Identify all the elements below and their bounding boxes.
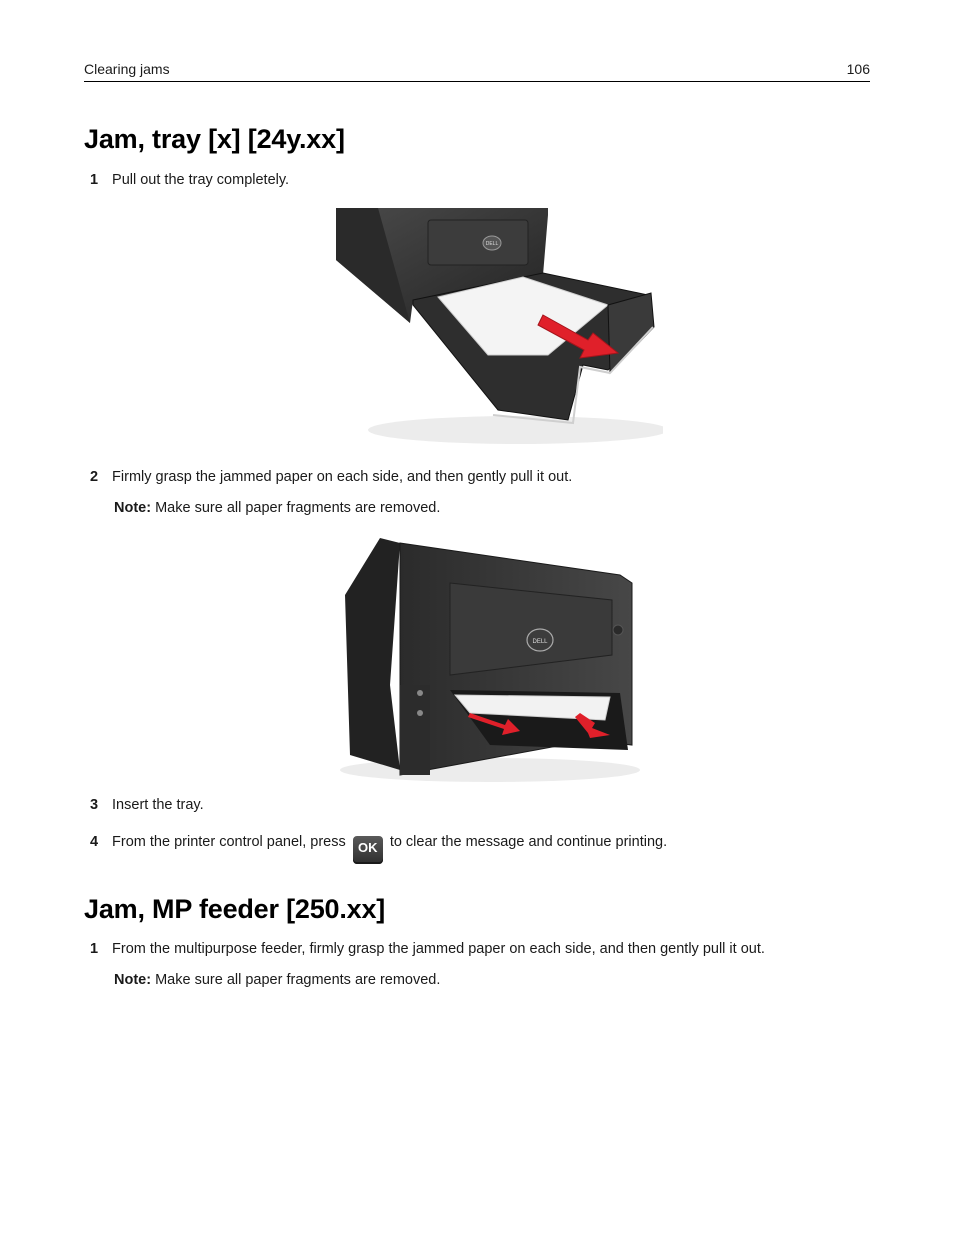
step-number: 3 [90, 797, 99, 813]
step-number: 1 [90, 941, 99, 957]
step-text-before: From the printer control panel, press [112, 834, 346, 850]
step-text: From the multipurpose feeder, firmly grasp the jammed paper on each side, and then gently pull it out. [112, 941, 765, 957]
header-divider [84, 81, 870, 82]
section-title-mp-feeder-jam: Jam, MP feeder [250.xx] [84, 894, 386, 924]
page-number: 106 [846, 61, 870, 77]
step-number: 2 [90, 469, 99, 485]
step-text: Firmly grasp the jammed paper on each side, and then gently pull it out. [112, 469, 573, 485]
dell-logo: DELL [485, 241, 499, 247]
note-label: Note: [114, 500, 152, 516]
note-label: Note: [114, 972, 152, 988]
step-text: Insert the tray. [112, 797, 204, 813]
step-1-mp-feeder [90, 941, 765, 957]
tray-pull-out-illustration [318, 205, 663, 450]
step-4-tray [90, 834, 667, 864]
printer-jam-illustration [320, 535, 660, 785]
section-title-tray-jam: Jam, tray [x] [24y.xx] [84, 124, 345, 154]
step-2-tray [90, 469, 572, 485]
step-3-tray [90, 797, 204, 813]
step-text: Pull out the tray completely. [112, 172, 290, 188]
note-mp-feeder [114, 972, 440, 988]
dell-logo: DELL [532, 639, 548, 645]
note-text: Make sure all paper fragments are removed. [155, 972, 441, 988]
running-header-section: Clearing jams [84, 61, 170, 77]
step-number: 1 [90, 172, 99, 188]
note-text: Make sure all paper fragments are removed. [155, 500, 441, 516]
step-1-tray [90, 172, 289, 188]
step-text-after: to clear the message and continue printing. [389, 834, 668, 850]
note-tray [114, 500, 440, 516]
ok-button-icon: OK [353, 836, 383, 864]
step-number: 4 [90, 834, 99, 850]
